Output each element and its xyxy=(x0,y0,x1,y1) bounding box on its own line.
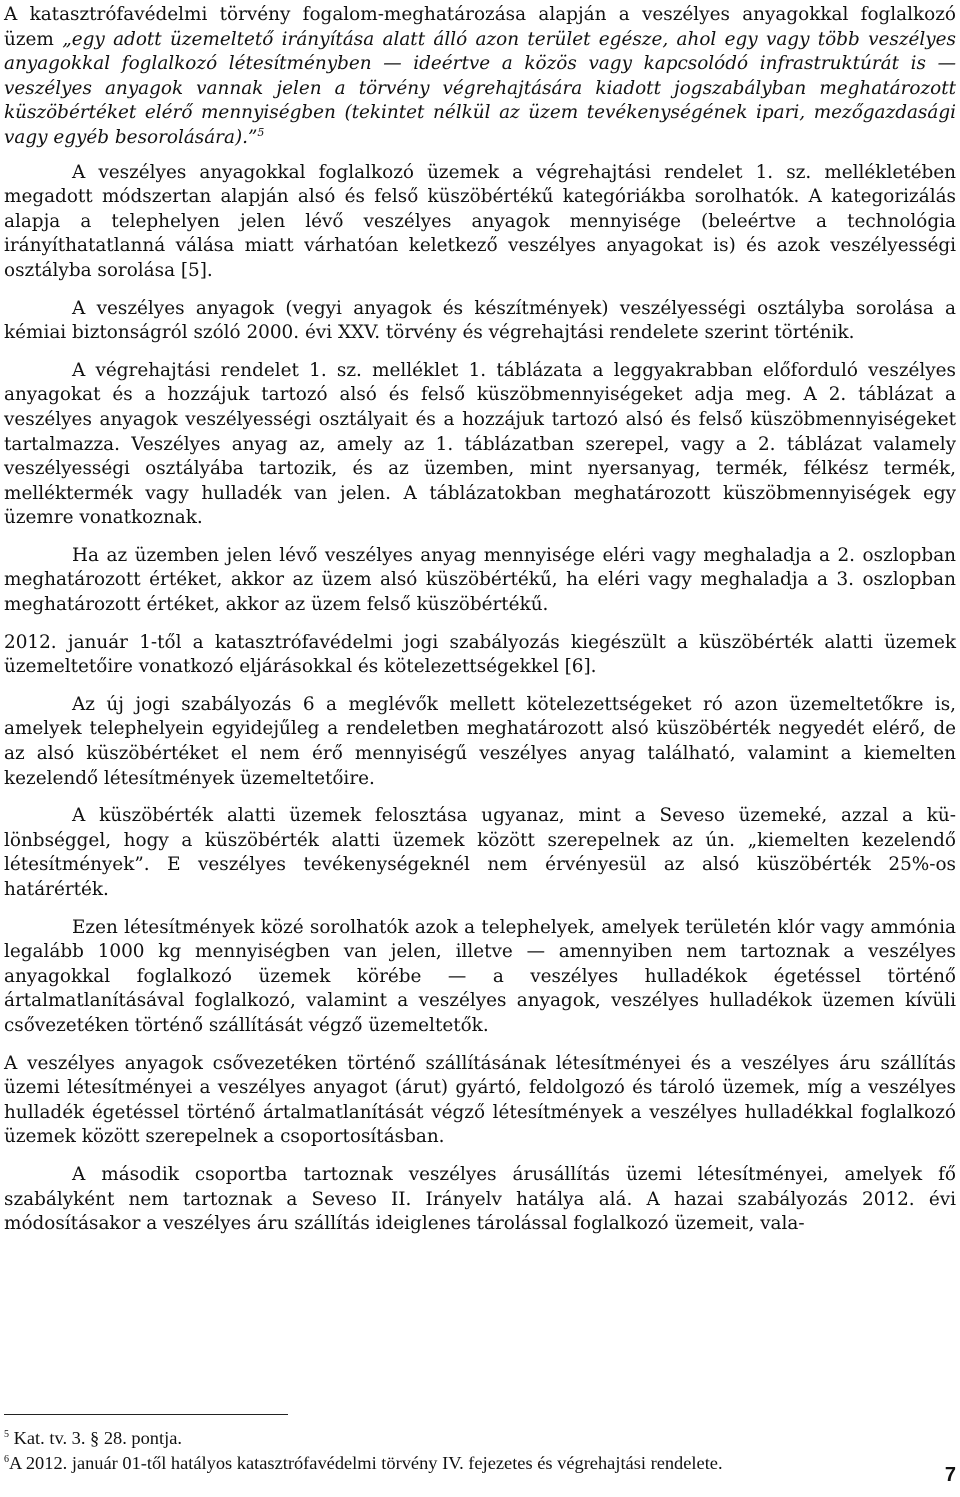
footnotes xyxy=(4,1426,904,1475)
paragraph-subthreshold: A küszöbérték alatti üzemek felosztása ugyanaz, mint a Seveso üzemeké, azzal a különbséggel, hogy a küszöbérték alatti üzemek között szerepelnek az ún. „kiemelten kezelendő létesítmények”. E veszélyes tevékenységeknél nem érvényesül az alsó küszöbérték 25%-os határérték. xyxy=(4,805,956,900)
footnote-text: A 2012. január 01-től hatályos katasztrófavédelmi törvény IV. fejezetes és végrehajtási rendelete. xyxy=(9,1452,723,1473)
footnote-mark: 5 xyxy=(4,1428,9,1440)
paragraph-second-group: A második csoportba tartoznak veszélyes árusállítás üzemi létesítményei, amelyek fő szabályként nem tartoznak a Seveso II. Irányelv hatálya alá. A hazai szabályozás 2012. évi módosításakor a veszélyes áru szállítás ideiglenes tárolással foglalkozó üzemeit, vala- xyxy=(4,1163,956,1235)
footnote-separator xyxy=(4,1414,288,1415)
definition-lead: A katasztrófavédelmi törvény fogalom-meghatározása alapján a veszélyes anyagokkal foglalkozó üzem xyxy=(4,4,956,50)
footnote-mark: 6 xyxy=(4,1453,9,1465)
page-number: 7 xyxy=(944,1464,956,1486)
paragraph-2012-regulation: 2012. január 1-től a katasztrófavédelmi jogi szabályozás kiegészült a küszöbérték alatti üzemek üzemeltetőire vonatkozó eljárásokkal és kötelezettségekkel [6]. xyxy=(4,631,956,678)
footnote-6 xyxy=(4,1451,904,1476)
paragraph-new-regulation xyxy=(4,693,956,791)
paragraph-classification: A veszélyes anyagok (vegyi anyagok és készítmények) veszélyességi osztályba sorolása a kémiai biztonságról szóló 2000. évi XXV. törvény és végrehajtási rendelete szerint történik. xyxy=(4,297,956,344)
document-body xyxy=(4,3,956,1237)
new-regulation-lead: Az új jogi szabályozás xyxy=(72,693,303,715)
paragraph-tables: A végrehajtási rendelet 1. sz. melléklet 1. táblázata a leggyakrabban előforduló veszélyes anyagokat és a hozzájuk tartozó alsó és felső küszöbmennyiségeket adja meg. A 2. táblázat a veszélyes anyagok veszélyességi osztályait és a hozzájuk tartozó alsó és felső küszöbmennyiségeket tartalmazza. Veszélyes anyag az, amely az 1. táblázatban szerepel, vagy a 2. táblázat valamely veszélyességi osztályába tartozik, és az üzemben, mint nyersanyag, termék, félkész termék, melléktermék vagy hulladék van jelen. A táblázatokban meghatározott küszöbmennyiségek egy üzemre vonatkoznak. xyxy=(4,359,956,529)
footnote-ref-6[interactable]: 6 xyxy=(302,693,315,715)
new-regulation-rest: a meglévők mellett kötelezettségeket ró azon üzemeltetőkre is, amelyek telephelyein egyidejűleg a rendeletben meghatározott alsó küszöbérték negyedét elérő, de az alsó küszöbértéket el nem érő mennyiségű veszélyes anyag található, valamint a kiemelten kezelendő létesítmények üzemeltetőire. xyxy=(4,693,956,789)
paragraph-facilities: Ezen létesítmények közé sorolhatók azok a telephelyek, amelyek területén klór vagy ammónia legalább 1000 kg mennyiségben van jelen, illetve — amennyiben nem tartoznak a veszélyes anyagokkal foglalkozó üzemek körébe — a veszélyes hulladékok égetéssel történő ártalmatlanításával foglalkozó, valamint a veszélyes anyagok, veszélyes hulladékok üzemen kívüli csővezetéken történő szállítását végző üzemeltetők. xyxy=(4,916,956,1036)
footnote-ref-5[interactable]: 5 xyxy=(257,125,265,139)
paragraph-thresholds: Ha az üzemben jelen lévő veszélyes anyag mennyisége eléri vagy meghaladja a 2. oszlopban meghatározott értéket, akkor az üzem alsó küszöbértékű, ha eléri vagy meghaladja a 3. oszlopban meghatározott értéket, akkor az üzem felső küszöbértékű. xyxy=(4,544,956,616)
footnote-5 xyxy=(4,1426,904,1451)
paragraph-pipelines: A veszélyes anyagok csővezetéken történő szállításának létesítményei és a veszélyes áru szállítás üzemi létesítményei a veszélyes anyagot (árut) gyártó, feldolgozó és tároló üzemek, míg a veszélyes hulladék égetéssel történő ártalmatlanítását végző létesítmények a veszélyes hulladékkal foglalkozó üzemek között szerepelnek a csoportosításban. xyxy=(4,1052,956,1148)
definition-quote: „egy adott üzemeltető irányítása alatt álló azon terület egésze, ahol egy vagy több veszélyes anyagokkal foglalkozó létesítményben — ideértve a közös vagy kapcsolódó infrastruktúrát is — veszélyes anyagok vannak jelen a törvény végrehajtására kiadott jogszabályban meghatározott küszöbértéket elérő mennyiségben (tekintet nélkül az üzem tevékenységének ipari, mezőgazdasági vagy egyéb besorolására).” xyxy=(4,28,956,148)
footnote-text: Kat. tv. 3. § 28. pontja. xyxy=(9,1428,182,1448)
paragraph-categories: A veszélyes anyagokkal foglalkozó üzemek a végrehajtási rendelet 1. sz. mellékletében megadott módszertan alapján alsó és felső küszöbértékű kategóriákba sorolhatók. A kategorizálás alapja a telephelyen jelen lévő veszélyes anyagok mennyisége (beleértve a technológia irányíthatatlanná válása miatt várhatóan keletkező veszélyes anyagokat is) és azok veszélyességi osztályba sorolása [5]. xyxy=(4,161,956,281)
paragraph-definition xyxy=(4,3,956,151)
